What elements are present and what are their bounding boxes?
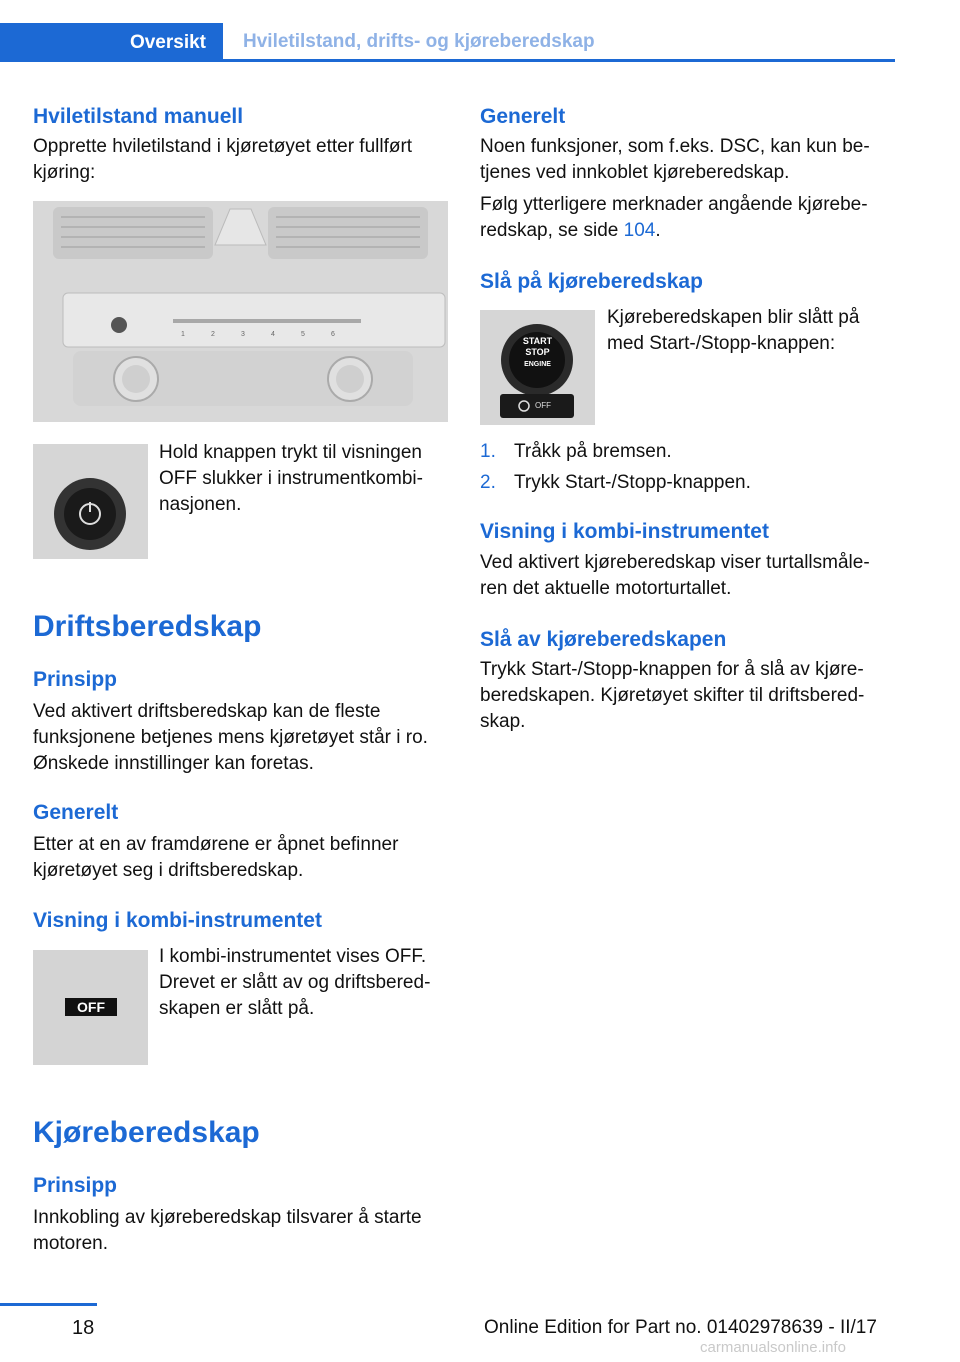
hviletilstand-intro: Opprette hviletilstand i kjøretøyet etter fullført kjøring: — [33, 136, 413, 183]
sla-av-text: Trykk Start-/Stopp-knappen for å slå av kjøre- beredskapen. Kjøretøyet skifter til driftsbered- skap. — [480, 659, 865, 732]
heading-kjoreberedskap: Kjøreberedskap — [33, 1116, 260, 1149]
svg-text:1: 1 — [181, 331, 185, 338]
sla-pa-text: Kjøreberedskapen blir slått på med Start-/Stopp-knappen: — [607, 307, 860, 354]
tab-section-title[interactable]: Hviletilstand, drifts- og kjøreberedskap — [243, 31, 595, 52]
footer-divider — [0, 1303, 97, 1306]
svg-text:4: 4 — [271, 331, 275, 338]
svg-text:2: 2 — [211, 331, 215, 338]
start-stop-label: START STOP ENGINE — [522, 336, 553, 368]
visning-2-text: Ved aktivert kjøreberedskap viser turtallsmåle- ren det aktuelle motorturtallet. — [480, 552, 870, 599]
step-text: Tråkk på bremsen. — [514, 441, 672, 462]
off-indicator: OFF — [65, 998, 117, 1016]
svg-text:3: 3 — [241, 331, 245, 338]
heading-generelt-1: Generelt — [33, 801, 119, 824]
heading-prinsipp-1: Prinsipp — [33, 668, 118, 691]
start-stop-button-photo — [480, 310, 595, 425]
power-knob-illustration — [33, 444, 148, 559]
heading-generelt-2: Generelt — [480, 105, 566, 128]
dashboard-controls-photo — [33, 201, 448, 422]
page-header — [0, 23, 895, 63]
prinsipp-2-text: Innkobling av kjøreberedskap tilsvarer å starte motoren. — [33, 1207, 422, 1254]
section-heading-hviletilstand: Hviletilstand manuell — [33, 105, 244, 128]
generelt-1-text: Etter at en av framdørene er åpnet befinner kjøretøyet seg i driftsberedskap. — [33, 834, 399, 881]
heading-driftsberedskap: Driftsberedskap — [33, 610, 262, 643]
hold-button-instruction: Hold knappen trykt til visningen OFF slukker i instrumentkombi- nasjonen. — [159, 442, 423, 515]
step-number: 2. — [480, 472, 496, 493]
start-stop-off-label: OFF — [535, 401, 551, 410]
step-text: Trykk Start-/Stopp-knappen. — [514, 472, 751, 493]
heading-prinsipp-2: Prinsipp — [33, 1174, 118, 1197]
power-button-photo — [33, 444, 148, 559]
visning-1-text: I kombi-instrumentet vises OFF. Drevet er slått av og driftsbered- skapen er slått på. — [159, 946, 431, 1019]
heading-visning-2: Visning i kombi-instrumentet — [480, 520, 769, 543]
svg-text:5: 5 — [301, 331, 305, 338]
watermark: carmanualsonline.info — [700, 1339, 846, 1356]
edition-info: Online Edition for Part no. 01402978639 - II/17 — [484, 1317, 877, 1338]
generelt-2-text: Noen funksjoner, som f.eks. DSC, kan kun be- tjenes ved innkoblet kjøreberedskap. — [480, 136, 870, 183]
svg-text:6: 6 — [331, 331, 335, 338]
page-number: 18 — [72, 1317, 95, 1339]
tab-oversikt[interactable]: Oversikt — [0, 23, 223, 62]
generelt-2-note: Følg ytterligere merknader angående kjørebe- redskap, se side 104. — [480, 194, 868, 241]
step-number: 1. — [480, 441, 496, 462]
dashboard-illustration — [33, 201, 448, 422]
prinsipp-1-text: Ved aktivert driftsberedskap kan de fleste funksjonene betjenes mens kjøretøyet står i ro. Ønskede innstillinger kan foretas. — [33, 701, 428, 774]
page-104-link[interactable]: 104 — [623, 220, 656, 241]
heading-sla-av: Slå av kjøreberedskapen — [480, 628, 727, 651]
heading-visning-1: Visning i kombi-instrumentet — [33, 909, 322, 932]
off-display-image — [33, 950, 148, 1065]
header-divider — [0, 59, 895, 62]
heading-sla-pa: Slå på kjøreberedskap — [480, 270, 703, 293]
